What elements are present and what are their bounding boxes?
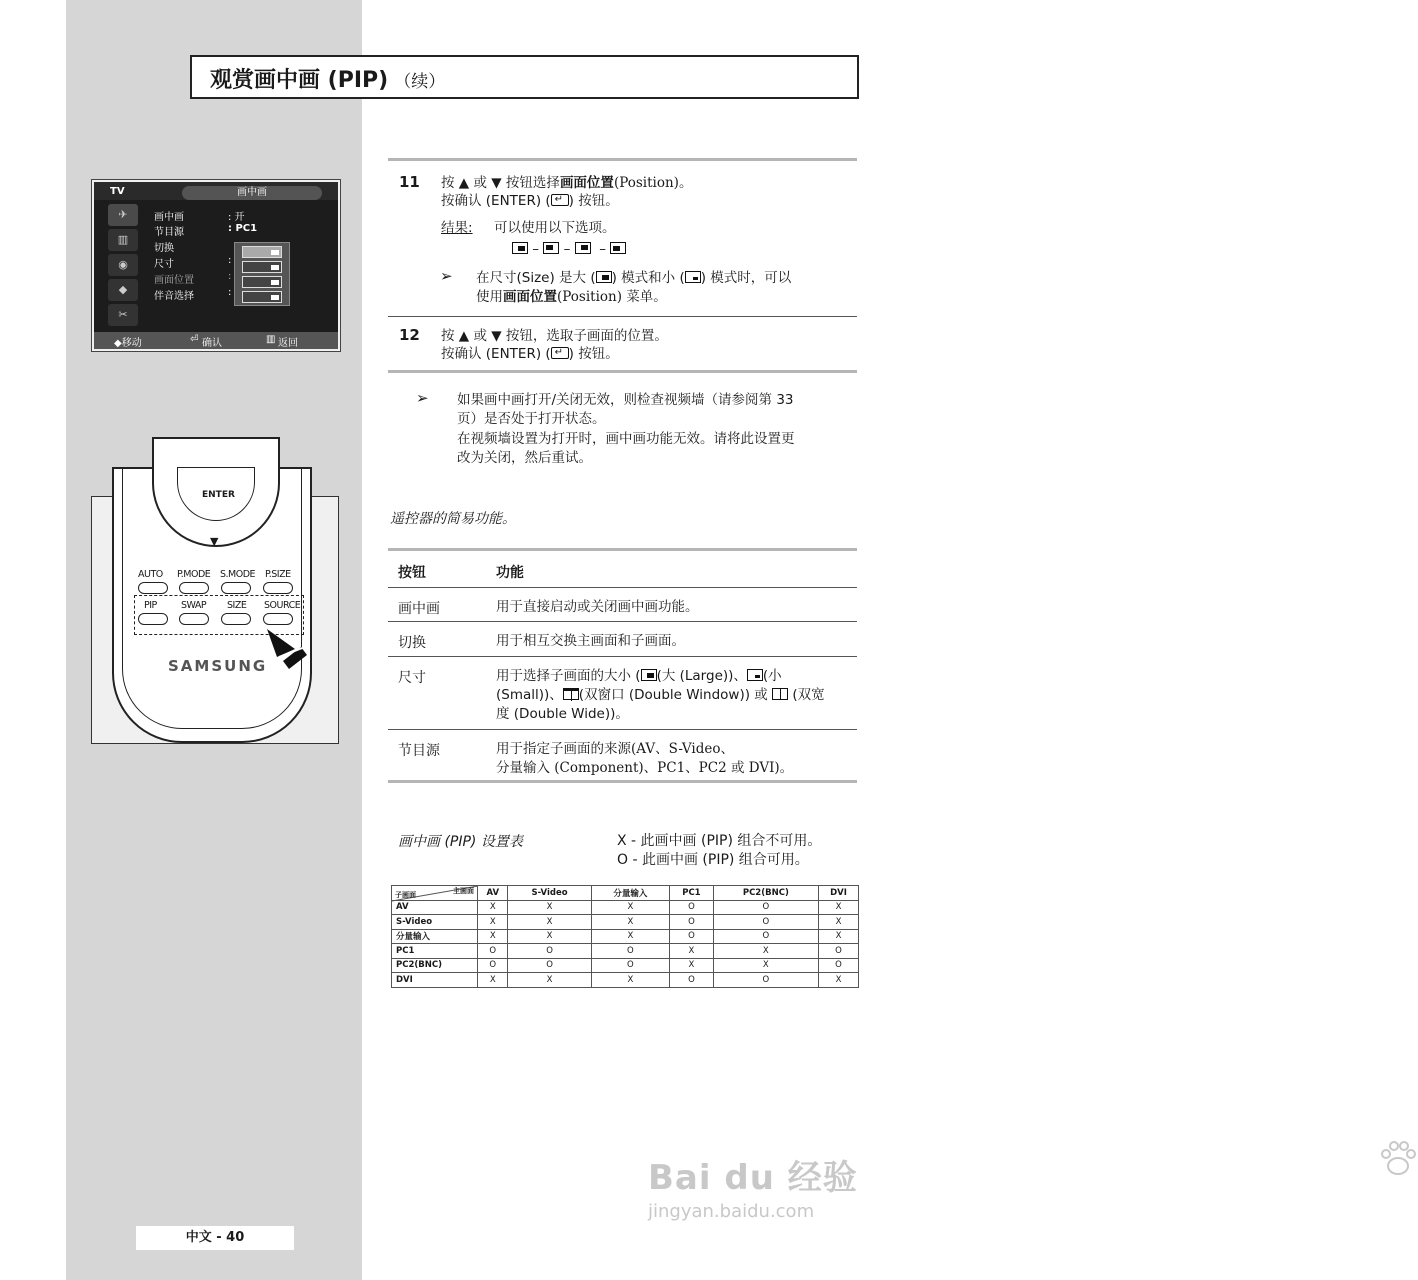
osd-side-icons (108, 204, 138, 328)
function-row-text: 用于选择子画面的大小 ( (大 (Large))、 (小 (Small))、 (双窗口 (Double Window)) 或 (双宽 度 (Double Wide))。 (496, 668, 825, 722)
table-divider (388, 729, 857, 730)
channel-icon: ◆ (108, 279, 138, 301)
step-11-note-line2: 使用画面位置(Position) 菜单。 (476, 289, 667, 305)
osd-row-pip: 画中画 : 开 (154, 212, 245, 223)
section-rule (388, 158, 857, 161)
enter-icon: ⏎ (190, 334, 199, 345)
table-row: 分量输入 X X X O O X (392, 929, 859, 944)
enter-icon (551, 347, 569, 359)
size-large-icon (641, 669, 657, 681)
position-option-icon (242, 261, 282, 273)
note-arrow-icon: ➢ (440, 267, 453, 285)
note-line1: 如果画中画打开/关闭无效，则检查视频墙（请参阅第 33 (457, 392, 794, 408)
table-row: PC2(BNC) O O O X X O (392, 958, 859, 973)
position-option-icon (242, 291, 282, 303)
column-header: 分量输入 (591, 886, 670, 901)
column-header: AV (478, 886, 508, 901)
osd-row-source: 节目源 : PC1 (154, 223, 258, 238)
table-bottom-rule (388, 780, 857, 783)
table-row: S-Video X X X O O X (392, 915, 859, 930)
position-bottom-left-icon (610, 242, 626, 254)
position-option-icon (242, 246, 282, 258)
double-wide-icon (772, 688, 788, 700)
corner-main-label: 主画面 (453, 887, 474, 895)
step-12-line2: 按确认 (ENTER) (↵ ) 按钮。 (441, 345, 619, 363)
size-small-icon (685, 271, 701, 283)
step-11-note-line1: 在尺寸(Size) 是大 ( ) 模式和小 ( ) 模式时，可以 (476, 270, 792, 286)
osd-position-popup (234, 242, 290, 306)
col-header-button: 按钮 (398, 565, 426, 581)
remote-psize-button (263, 582, 293, 594)
position-bottom-right-icon (512, 242, 528, 254)
step-12-number: 12 (399, 326, 420, 344)
samsung-logo: SAMSUNG (168, 657, 268, 675)
remote-pip-button (138, 613, 168, 625)
osd-row-position: 画面位置 : (154, 271, 232, 286)
osd-menu-title: 画中画 (182, 186, 322, 200)
position-option-icon (242, 276, 282, 288)
function-row-label: 画中画 (398, 601, 440, 617)
antenna-icon: ✈ (108, 204, 138, 226)
note-line4: 改为关闭，然后重试。 (457, 450, 592, 466)
remote-auto-label: AUTO (138, 569, 163, 580)
table-top-rule (388, 548, 857, 551)
remote-source-button (263, 613, 293, 625)
page-title (190, 55, 859, 99)
osd-row-size: 尺寸 : (154, 255, 232, 270)
corner-cell (392, 886, 478, 901)
table-divider (388, 656, 857, 657)
pointer-arrow-icon (265, 627, 309, 671)
position-top-right-icon (575, 242, 591, 254)
step-divider (388, 316, 857, 317)
title-suffix: （续） (394, 72, 446, 92)
remote-pmode-button (179, 582, 209, 594)
step-12-line1: 按 ▲ 或 ▼ 按钮，选取子画面的位置。 (441, 328, 668, 344)
osd-footer (94, 332, 338, 349)
osd-back-label: 返回 (278, 338, 298, 349)
remote-smode-label: S.MODE (220, 569, 256, 580)
double-window-icon (563, 688, 579, 700)
corner-sub-label: 子画面 (395, 890, 416, 899)
baidu-watermark (648, 1150, 858, 1222)
column-header: PC1 (670, 886, 713, 901)
note-arrow-icon: ➢ (416, 389, 429, 407)
function-row-text: 用于相互交换主画面和子画面。 (496, 633, 685, 649)
position-options: – – – (512, 240, 626, 258)
remote-source-label: SOURCE (264, 600, 301, 611)
osd-tv-label: TV (110, 186, 125, 197)
pip-legend-o: O - 此画中画 (PIP) 组合可用。 (617, 852, 809, 868)
sound-icon: ◉ (108, 254, 138, 276)
section-rule (388, 370, 857, 373)
table-row: AV X X X O O X (392, 900, 859, 915)
remote-pmode-label: P.MODE (177, 569, 211, 580)
setup-icon: ✂ (108, 304, 138, 326)
result-text: 可以使用以下选项。 (494, 220, 616, 236)
col-header-function: 功能 (496, 565, 524, 581)
remote-auto-button (138, 582, 168, 594)
size-large-icon (596, 271, 612, 283)
remote-swap-label: SWAP (181, 600, 207, 611)
pip-settings-table (391, 885, 859, 988)
pip-table-caption: 画中画 (PIP) 设置表 (398, 834, 523, 850)
osd-row-swap: 切换 (154, 243, 174, 254)
pip-legend-x: X - 此画中画 (PIP) 组合不可用。 (617, 833, 822, 849)
function-row-text: 用于指定子画面的来源(AV、S-Video、 分量输入 (Component)、PC1、PC2 或 DVI)。 (496, 741, 794, 776)
function-row-label: 切换 (398, 635, 426, 651)
remote-enter-label: ENTER (202, 490, 235, 500)
note-line2: 页）是否处于打开状态。 (457, 411, 606, 427)
table-row: PC1 O O O X X O (392, 944, 859, 959)
watermark-url: jingyan.baidu.com (648, 1201, 815, 1222)
function-row-label: 节目源 (398, 743, 440, 759)
down-arrow-icon: ▼ (210, 535, 219, 548)
title-text: 观赏画中画 (PIP) (210, 68, 389, 93)
remote-swap-button (179, 613, 209, 625)
position-top-left-icon (543, 242, 559, 254)
picture-icon: ▥ (108, 229, 138, 251)
return-icon: ▥ (266, 334, 276, 345)
step-11-line2: 按确认 (ENTER) (↵ ) 按钮。 (441, 192, 619, 210)
size-small-icon (747, 669, 763, 681)
result-label: 结果: (441, 220, 473, 236)
step-11-line1: 按 ▲ 或 ▼ 按钮选择画面位置(Position)。 (441, 175, 693, 191)
osd-row-sound: 伴音选择 : (154, 287, 232, 302)
remote-psize-label: P.SIZE (265, 569, 291, 580)
note-line3: 在视频墙设置为打开时，画中画功能无效。请将此设置更 (457, 431, 795, 447)
remote-pip-label: PIP (144, 600, 157, 611)
remote-size-label: SIZE (227, 600, 247, 611)
watermark-logo: Bai du 经验 (648, 1158, 858, 1198)
column-header: S-Video (508, 886, 591, 901)
table-row: DVI X X X O O X (392, 973, 859, 988)
table-divider (388, 587, 857, 588)
remote-illustration (91, 490, 339, 744)
tv-osd-menu (92, 180, 340, 351)
function-row-text: 用于直接启动或关闭画中画功能。 (496, 599, 699, 615)
osd-header (94, 182, 338, 200)
osd-confirm-label: 确认 (202, 338, 222, 349)
column-header: PC2(BNC) (713, 886, 818, 901)
page-number: 中文 - 40 (136, 1226, 294, 1250)
step-11-number: 11 (399, 173, 420, 191)
functions-caption: 遥控器的简易功能。 (390, 511, 516, 527)
enter-icon (551, 194, 569, 206)
paw-icon (1378, 1140, 1418, 1180)
remote-size-button (221, 613, 251, 625)
table-divider (388, 621, 857, 622)
function-row-label: 尺寸 (398, 670, 426, 686)
column-header: DVI (819, 886, 859, 901)
remote-smode-button (221, 582, 251, 594)
osd-move-label: ◆移动 (114, 338, 142, 349)
